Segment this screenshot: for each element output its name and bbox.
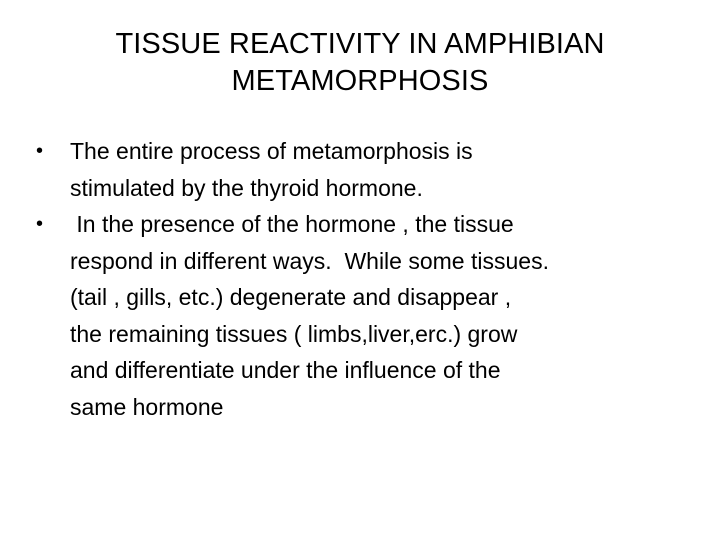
bullet-item-2 bbox=[36, 206, 704, 425]
bullet-2-line-2: respond in different ways. While some tissues. bbox=[70, 247, 549, 274]
bullet-icon: • bbox=[36, 213, 44, 235]
bullet-1-line-1: The entire process of metamorphosis is bbox=[70, 138, 473, 164]
bullet-1-line-2: stimulated by the thyroid hormone. bbox=[70, 174, 423, 201]
bullet-list bbox=[36, 133, 704, 425]
bullet-icon: • bbox=[36, 140, 44, 162]
slide-title-line-1: TISSUE REACTIVITY IN AMPHIBIAN bbox=[115, 28, 605, 60]
bullet-text-2 bbox=[70, 206, 704, 425]
bullet-2-line-4: the remaining tissues ( limbs,liver,erc.) grow bbox=[70, 320, 518, 347]
slide-title-line-2: METAMORPHOSIS bbox=[231, 65, 489, 97]
slide-title bbox=[36, 26, 684, 100]
bullet-2-line-3: (tail , gills, etc.) degenerate and disappear , bbox=[70, 284, 512, 310]
bullet-text-1 bbox=[70, 133, 704, 206]
bullet-item-1 bbox=[36, 133, 704, 206]
bullet-2-line-5: and differentiate under the influence of the bbox=[70, 357, 501, 383]
bullet-2-line-1: In the presence of the hormone , the tissue bbox=[70, 211, 514, 237]
bullet-2-line-6: same hormone bbox=[70, 393, 224, 420]
